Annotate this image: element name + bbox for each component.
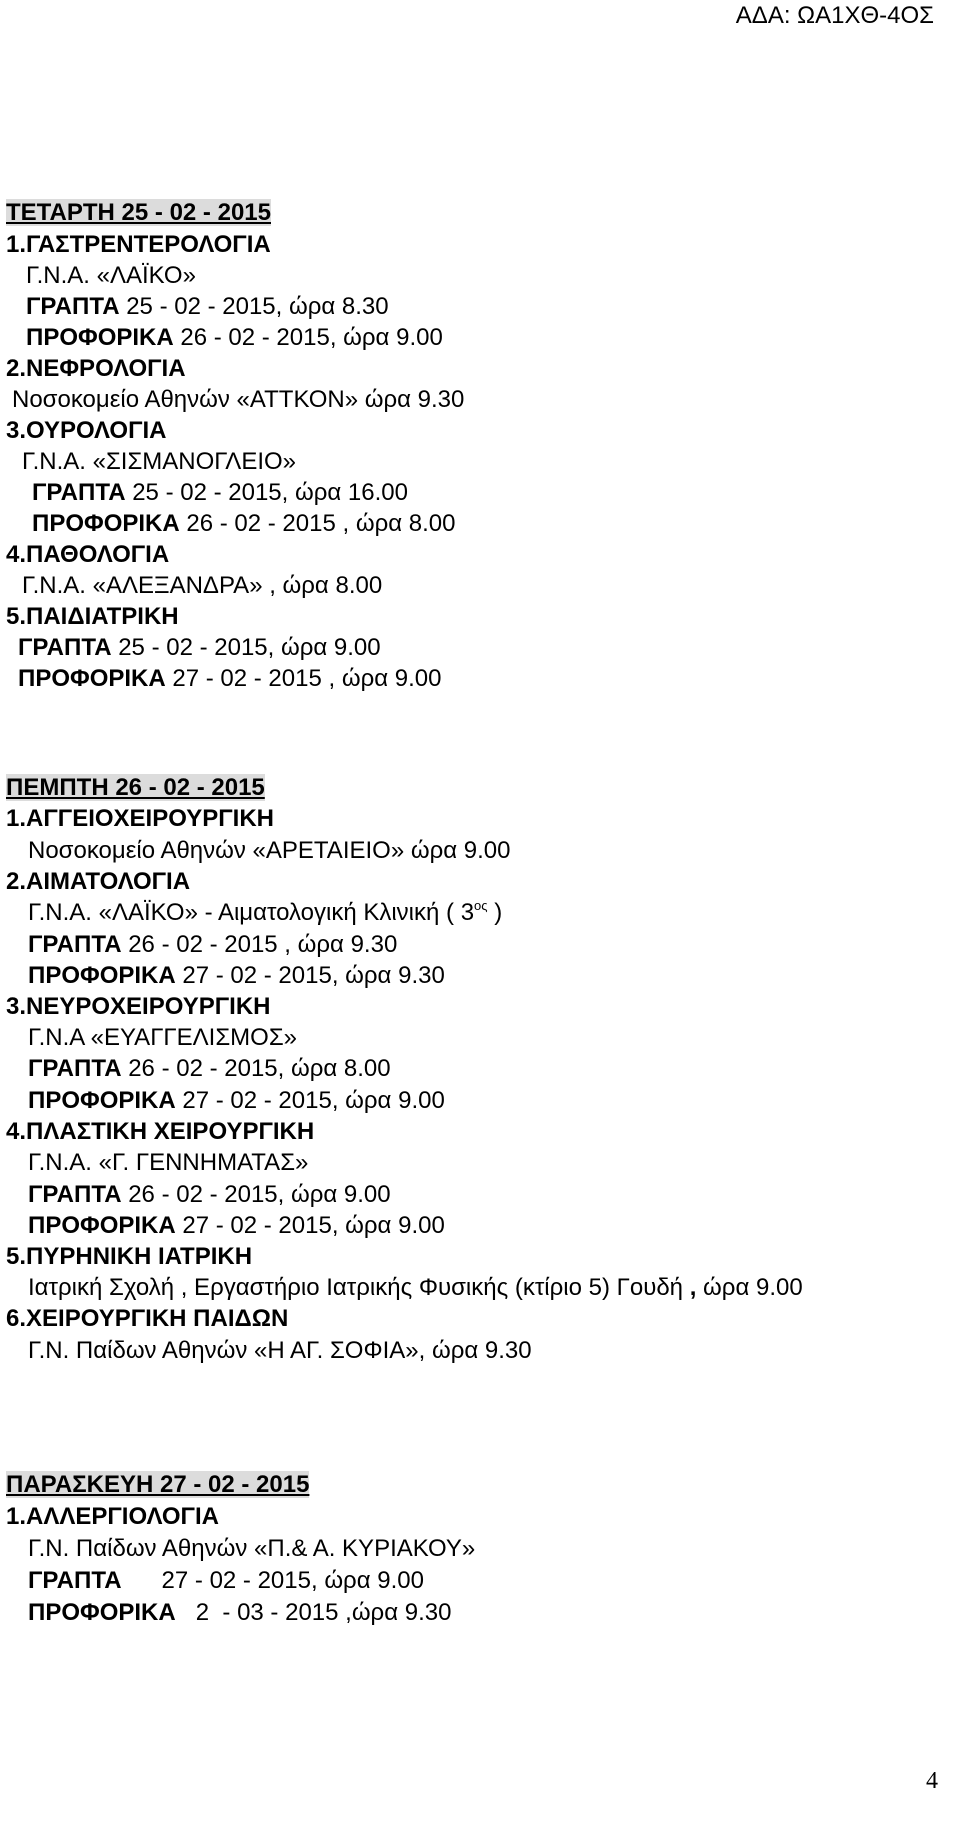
comma: , (683, 1274, 704, 1301)
written-label: ΓΡΑΠΤΑ (28, 1055, 122, 1082)
oral-label: ΠΡΟΦΟΡΙΚΑ (28, 1599, 176, 1626)
exam-date: 26 - 02 - 2015 , ώρα 8.00 (179, 510, 456, 537)
specialty-title: 5.ΠΑΙΔΙΑΤΡΙΚΗ (6, 603, 179, 630)
specialty-title: 2.ΝΕΦΡΟΛΟΓΙΑ (6, 355, 186, 382)
specialty-title: 1.ΓΑΣΤΡΕΝΤΕΡΟΛΟΓΙΑ (6, 231, 271, 258)
oral-label: ΠΡΟΦΟΡΙΚΑ (28, 962, 176, 989)
specialty-title: 2.ΑΙΜΑΤΟΛΟΓΙΑ (6, 868, 191, 895)
day-heading-highlight: ΤΕΤΑΡΤΗ 25 - 02 - 2015 (6, 199, 271, 226)
exam-line (28, 1566, 424, 1596)
exam-line (32, 509, 455, 539)
exam-date: 26 - 02 - 2015, ώρα 9.00 (173, 324, 443, 351)
specialty-title: 4.ΠΑΘΟΛΟΓΙΑ (6, 541, 170, 568)
exam-date: 25 - 02 - 2015, ώρα 8.30 (119, 293, 389, 320)
hospital-line: Γ.Ν.Α. «ΑΛΕΞΑΝΔΡΑ» , ώρα 8.00 (22, 572, 383, 599)
written-label: ΓΡΑΠΤΑ (28, 1567, 122, 1594)
oral-label: ΠΡΟΦΟΡΙΚΑ (28, 1087, 176, 1114)
exam-date: 25 - 02 - 2015, ώρα 9.00 (111, 634, 381, 661)
exam-date: 27 - 02 - 2015 , ώρα 9.00 (165, 665, 442, 692)
exam-date: 27 - 02 - 2015, ώρα 9.00 (175, 1212, 445, 1239)
hospital-line: Γ.Ν. Παίδων Αθηνών «Π.& Α. ΚΥΡΙΑΚΟΥ» (28, 1535, 476, 1562)
specialty-title: 4.ΠΛΑΣΤΙΚΗ ΧΕΙΡΟΥΡΓΙΚΗ (6, 1118, 315, 1145)
written-label: ΓΡΑΠΤΑ (32, 479, 126, 506)
hospital-line: Γ.Ν.Α. «ΣΙΣΜΑΝΟΓΛΕΙΟ» (22, 448, 297, 475)
specialty-title: 5.ΠΥΡΗΝΙΚΗ ΙΑΤΡΙΚΗ (6, 1243, 253, 1270)
exam-date: 26 - 02 - 2015, ώρα 8.00 (121, 1055, 391, 1082)
specialty-title: 6.ΧΕΙΡΟΥΡΓΙΚΗ ΠΑΙΔΩΝ (6, 1305, 289, 1332)
exam-date: 2 - 03 - 2015 ,ώρα 9.30 (175, 1599, 452, 1626)
exam-line (26, 323, 443, 353)
oral-label: ΠΡΟΦΟΡΙΚΑ (28, 1212, 176, 1239)
oral-label: ΠΡΟΦΟΡΙΚΑ (32, 510, 180, 537)
hospital-line: Γ.Ν.Α. «Γ. ΓΕΝΝΗΜΑΤΑΣ» (28, 1149, 309, 1176)
day-heading-thursday (6, 773, 265, 803)
hospital-line: Γ.Ν.Α «ΕΥΑΓΓΕΛΙΣΜΟΣ» (28, 1024, 298, 1051)
exam-line (28, 1054, 391, 1084)
exam-date: 26 - 02 - 2015 , ώρα 9.30 (121, 931, 398, 958)
bracket-close: ) (487, 899, 503, 926)
exam-line (28, 1598, 451, 1628)
written-label: ΓΡΑΠΤΑ (28, 1181, 122, 1208)
hospital-line: Νοσοκομείο Αθηνών «ΑΤΤΚΟΝ» ώρα 9.30 (12, 386, 465, 413)
exam-date: 27 - 02 - 2015, ώρα 9.00 (121, 1567, 424, 1594)
hospital-line (28, 1273, 803, 1303)
exam-line (32, 478, 408, 508)
oral-label: ΠΡΟΦΟΡΙΚΑ (18, 665, 166, 692)
hospital-text: Γ.Ν.Α. «ΛΑΪΚΟ» - Αιματολογική Κλινική ( 3 (28, 899, 475, 926)
oral-label: ΠΡΟΦΟΡΙΚΑ (26, 324, 174, 351)
specialty-title: 1.ΑΛΛΕΡΓΙΟΛΟΓΙΑ (6, 1503, 219, 1530)
exam-line (18, 633, 381, 663)
exam-line (28, 1086, 445, 1116)
specialty-title: 3.ΝΕΥΡΟΧΕΙΡΟΥΡΓΙΚΗ (6, 993, 271, 1020)
exam-date: 26 - 02 - 2015, ώρα 9.00 (121, 1181, 391, 1208)
exam-time: ώρα 9.00 (703, 1274, 803, 1301)
ordinal-superscript: ος (474, 898, 488, 913)
day-heading-friday (6, 1470, 309, 1500)
specialty-title: 3.ΟΥΡΟΛΟΓΙΑ (6, 417, 167, 444)
exam-date: 27 - 02 - 2015, ώρα 9.30 (175, 962, 445, 989)
hospital-line (28, 898, 502, 928)
written-label: ΓΡΑΠΤΑ (28, 931, 122, 958)
exam-line (28, 961, 445, 991)
written-label: ΓΡΑΠΤΑ (26, 293, 120, 320)
hospital-text: Ιατρική Σχολή , Εργαστήριο Ιατρικής Φυσικής (κτίριο 5) Γουδή (28, 1274, 684, 1301)
hospital-line: Γ.Ν. Παίδων Αθηνών «Η ΑΓ. ΣΟΦΙΑ», ώρα 9.30 (28, 1337, 532, 1364)
page-number: 4 (926, 1768, 938, 1794)
ada-code: ΑΔΑ: ΩΑ1ΧΘ-4ΟΣ (735, 2, 934, 29)
exam-date: 27 - 02 - 2015, ώρα 9.00 (175, 1087, 445, 1114)
specialty-title: 1.ΑΓΓΕΙΟΧΕΙΡΟΥΡΓΙΚΗ (6, 805, 275, 832)
day-heading-wednesday (6, 198, 271, 228)
hospital-line: Νοσοκομείο Αθηνών «ΑΡΕΤΑΙΕΙΟ» ώρα 9.00 (28, 837, 511, 864)
exam-date: 25 - 02 - 2015, ώρα 16.00 (125, 479, 408, 506)
day-heading-highlight: ΠΕΜΠΤΗ 26 - 02 - 2015 (6, 774, 265, 801)
exam-line (28, 1211, 445, 1241)
exam-line (18, 664, 441, 694)
day-heading-highlight: ΠΑΡΑΣΚΕΥΗ 27 - 02 - 2015 (6, 1471, 310, 1498)
exam-line (26, 292, 389, 322)
hospital-line: Γ.Ν.Α. «ΛΑΪΚΟ» (26, 262, 196, 289)
exam-line (28, 1180, 391, 1210)
exam-line (28, 930, 397, 960)
written-label: ΓΡΑΠΤΑ (18, 634, 112, 661)
